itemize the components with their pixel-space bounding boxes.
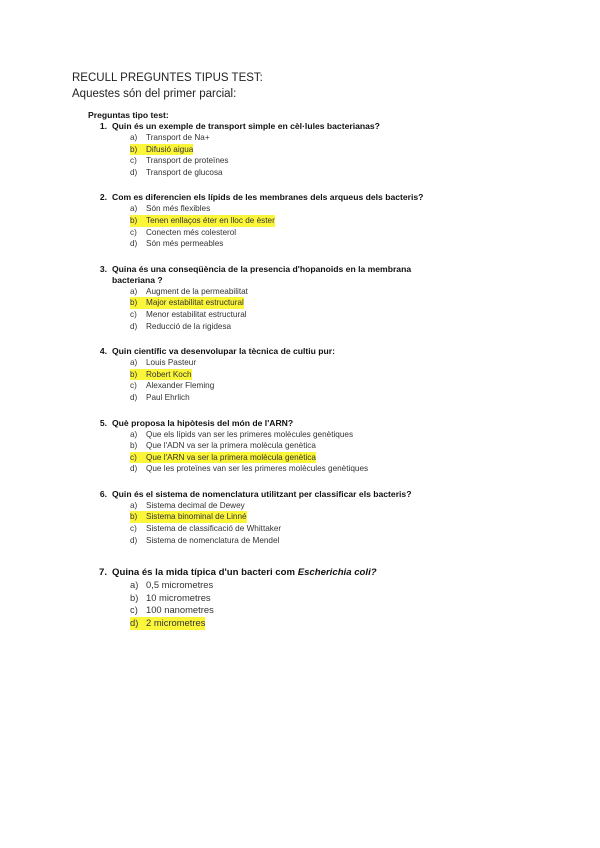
option-letter: c) — [130, 604, 138, 616]
option-c — [130, 309, 528, 321]
option-letter: a) — [130, 133, 138, 142]
question-6 — [88, 489, 528, 546]
option-letter: a) — [130, 204, 138, 214]
option-d — [130, 535, 528, 547]
option-text: Són més permeables — [146, 239, 224, 249]
option-text: Conecten més colesterol — [146, 227, 237, 237]
option-text: Menor estabilitat estructural — [146, 309, 247, 319]
option-d — [130, 167, 528, 179]
option-text: Louis Pasteur — [146, 358, 197, 368]
option-b — [130, 592, 528, 605]
question-number: 2. — [99, 192, 107, 203]
question-5 — [88, 418, 528, 475]
option-text: Que els lípids van ser les primeres molècules genètiques — [146, 429, 354, 439]
option-text-highlighted: Difusió aigua — [146, 144, 194, 154]
option-text: Paul Ehrlich — [146, 392, 190, 402]
question-text: Quin científic va desenvolupar la tècnica de cultiu pur: — [112, 346, 336, 357]
answer-options — [88, 357, 528, 403]
answer-options — [88, 500, 528, 546]
option-text: Que l'ADN va ser la primera molècula genètica — [146, 441, 316, 451]
option-letter: b) — [130, 369, 146, 381]
option-b — [130, 440, 528, 452]
option-letter: d) — [130, 464, 138, 474]
question-number: 3. — [99, 263, 107, 274]
option-a — [130, 132, 528, 144]
option-letter: b) — [130, 511, 146, 523]
option-letter: d) — [130, 239, 138, 249]
question-text: Què proposa la hipòtesis del món de l'ARN? — [112, 417, 294, 428]
option-text: Alexander Fleming — [146, 381, 215, 391]
option-text: Transport de Na+ — [146, 133, 210, 142]
question-text — [112, 566, 528, 579]
question-number: 6. — [99, 488, 107, 499]
question-text-main: Quina és la mida típica d'un bacteri com — [112, 567, 298, 579]
option-b-correct — [130, 297, 528, 309]
option-b-correct — [130, 215, 528, 227]
option-a — [130, 500, 528, 512]
question-number: 7. — [98, 567, 107, 579]
option-d — [130, 321, 528, 333]
option-letter: d) — [130, 392, 138, 402]
option-text: Reducció de la rigidesa — [146, 321, 232, 331]
question-text: Quin és el sistema de nomenclatura utilitzant per classificar els bacteris? — [112, 488, 412, 499]
answer-options — [88, 286, 528, 332]
option-letter: a) — [130, 358, 138, 368]
option-a — [130, 579, 528, 592]
question-4 — [88, 346, 528, 403]
question-number: 1. — [99, 121, 107, 131]
option-letter: a) — [130, 286, 138, 296]
question-7 — [88, 566, 528, 629]
option-a — [130, 203, 528, 215]
option-letter: d) — [130, 321, 138, 331]
option-letter: b) — [130, 144, 146, 156]
option-c — [130, 380, 528, 392]
option-b-correct — [130, 144, 528, 156]
option-letter: b) — [130, 297, 146, 309]
option-c — [130, 155, 528, 167]
option-letter: c) — [130, 309, 137, 319]
quiz-title: Preguntas tipo test: — [88, 110, 169, 120]
answer-options — [88, 203, 528, 249]
option-text: Sistema de nomenclatura de Mendel — [146, 535, 280, 545]
option-text-highlighted: Major estabilitat estructural — [146, 298, 244, 308]
option-text: 10 micrometres — [146, 591, 211, 603]
header-title: RECULL PREGUNTES TIPUS TEST: — [72, 72, 263, 84]
document-header — [72, 70, 263, 102]
option-letter: a) — [130, 500, 138, 510]
question-text: Quin és un exemple de transport simple en cèl·lules bacterianas? — [112, 121, 380, 131]
option-d — [130, 238, 528, 250]
option-text: 0,5 micrometres — [146, 579, 214, 591]
option-text: Són més flexibles — [146, 204, 211, 214]
option-text: Transport de proteïnes — [146, 156, 229, 166]
option-text: Sistema de classificació de Whittaker — [146, 524, 282, 534]
option-letter: c) — [130, 524, 137, 534]
option-d — [130, 392, 528, 404]
option-a — [130, 286, 528, 298]
option-text: Augment de la permeabilitat — [146, 286, 248, 296]
question-number: 5. — [99, 417, 107, 428]
option-text: Sistema decimal de Dewey — [146, 500, 245, 510]
option-a — [130, 429, 528, 441]
option-text-highlighted: Robert Koch — [146, 369, 192, 379]
option-text: Que les proteïnes van ser les primeres molècules genètiques — [146, 464, 369, 474]
header-subtitle: Aquestes són del primer parcial: — [72, 88, 237, 100]
option-letter: b) — [130, 591, 139, 603]
quiz-section — [88, 110, 528, 630]
question-3 — [88, 264, 528, 332]
option-letter: c) — [130, 452, 146, 464]
option-letter: d) — [130, 167, 138, 177]
option-b-correct — [130, 369, 528, 381]
option-letter: d) — [130, 535, 138, 545]
option-letter: c) — [130, 227, 137, 237]
question-text: Quina és una conseqüència de la presencia d'hopanoids en la membrana bacteriana ? — [112, 263, 412, 285]
option-letter: a) — [130, 429, 138, 439]
option-letter: d) — [130, 617, 146, 630]
option-c — [130, 523, 528, 535]
question-text-italic: Escherichia coli? — [297, 567, 377, 579]
option-letter: b) — [130, 441, 138, 451]
answer-options — [88, 429, 528, 475]
option-letter: c) — [130, 156, 137, 166]
option-text-highlighted: Tenen enllaços éter en lloc de èster — [146, 215, 275, 225]
option-a — [130, 357, 528, 369]
option-text: 100 nanometres — [146, 604, 214, 616]
option-text-highlighted: Que l'ARN va ser la primera molècula genètica — [146, 452, 316, 462]
option-b-correct — [130, 511, 528, 523]
option-letter: c) — [130, 381, 137, 391]
option-c — [130, 227, 528, 239]
option-d-correct — [130, 617, 528, 630]
option-text-highlighted: 2 micrometres — [146, 617, 206, 629]
question-2 — [88, 192, 528, 249]
option-c — [130, 604, 528, 617]
option-letter: b) — [130, 215, 146, 227]
question-1 — [88, 121, 528, 178]
answer-options — [88, 132, 528, 178]
option-d — [130, 463, 528, 475]
option-letter: a) — [130, 579, 139, 591]
option-text: Transport de glucosa — [146, 167, 223, 177]
option-c-correct — [130, 452, 528, 464]
question-text: Com es diferencien els lípids de les membranes dels arqueus dels bacteris? — [112, 192, 424, 203]
option-text-highlighted: Sistema binominal de Linné — [146, 512, 247, 522]
question-number: 4. — [99, 346, 107, 357]
answer-options — [88, 579, 528, 629]
